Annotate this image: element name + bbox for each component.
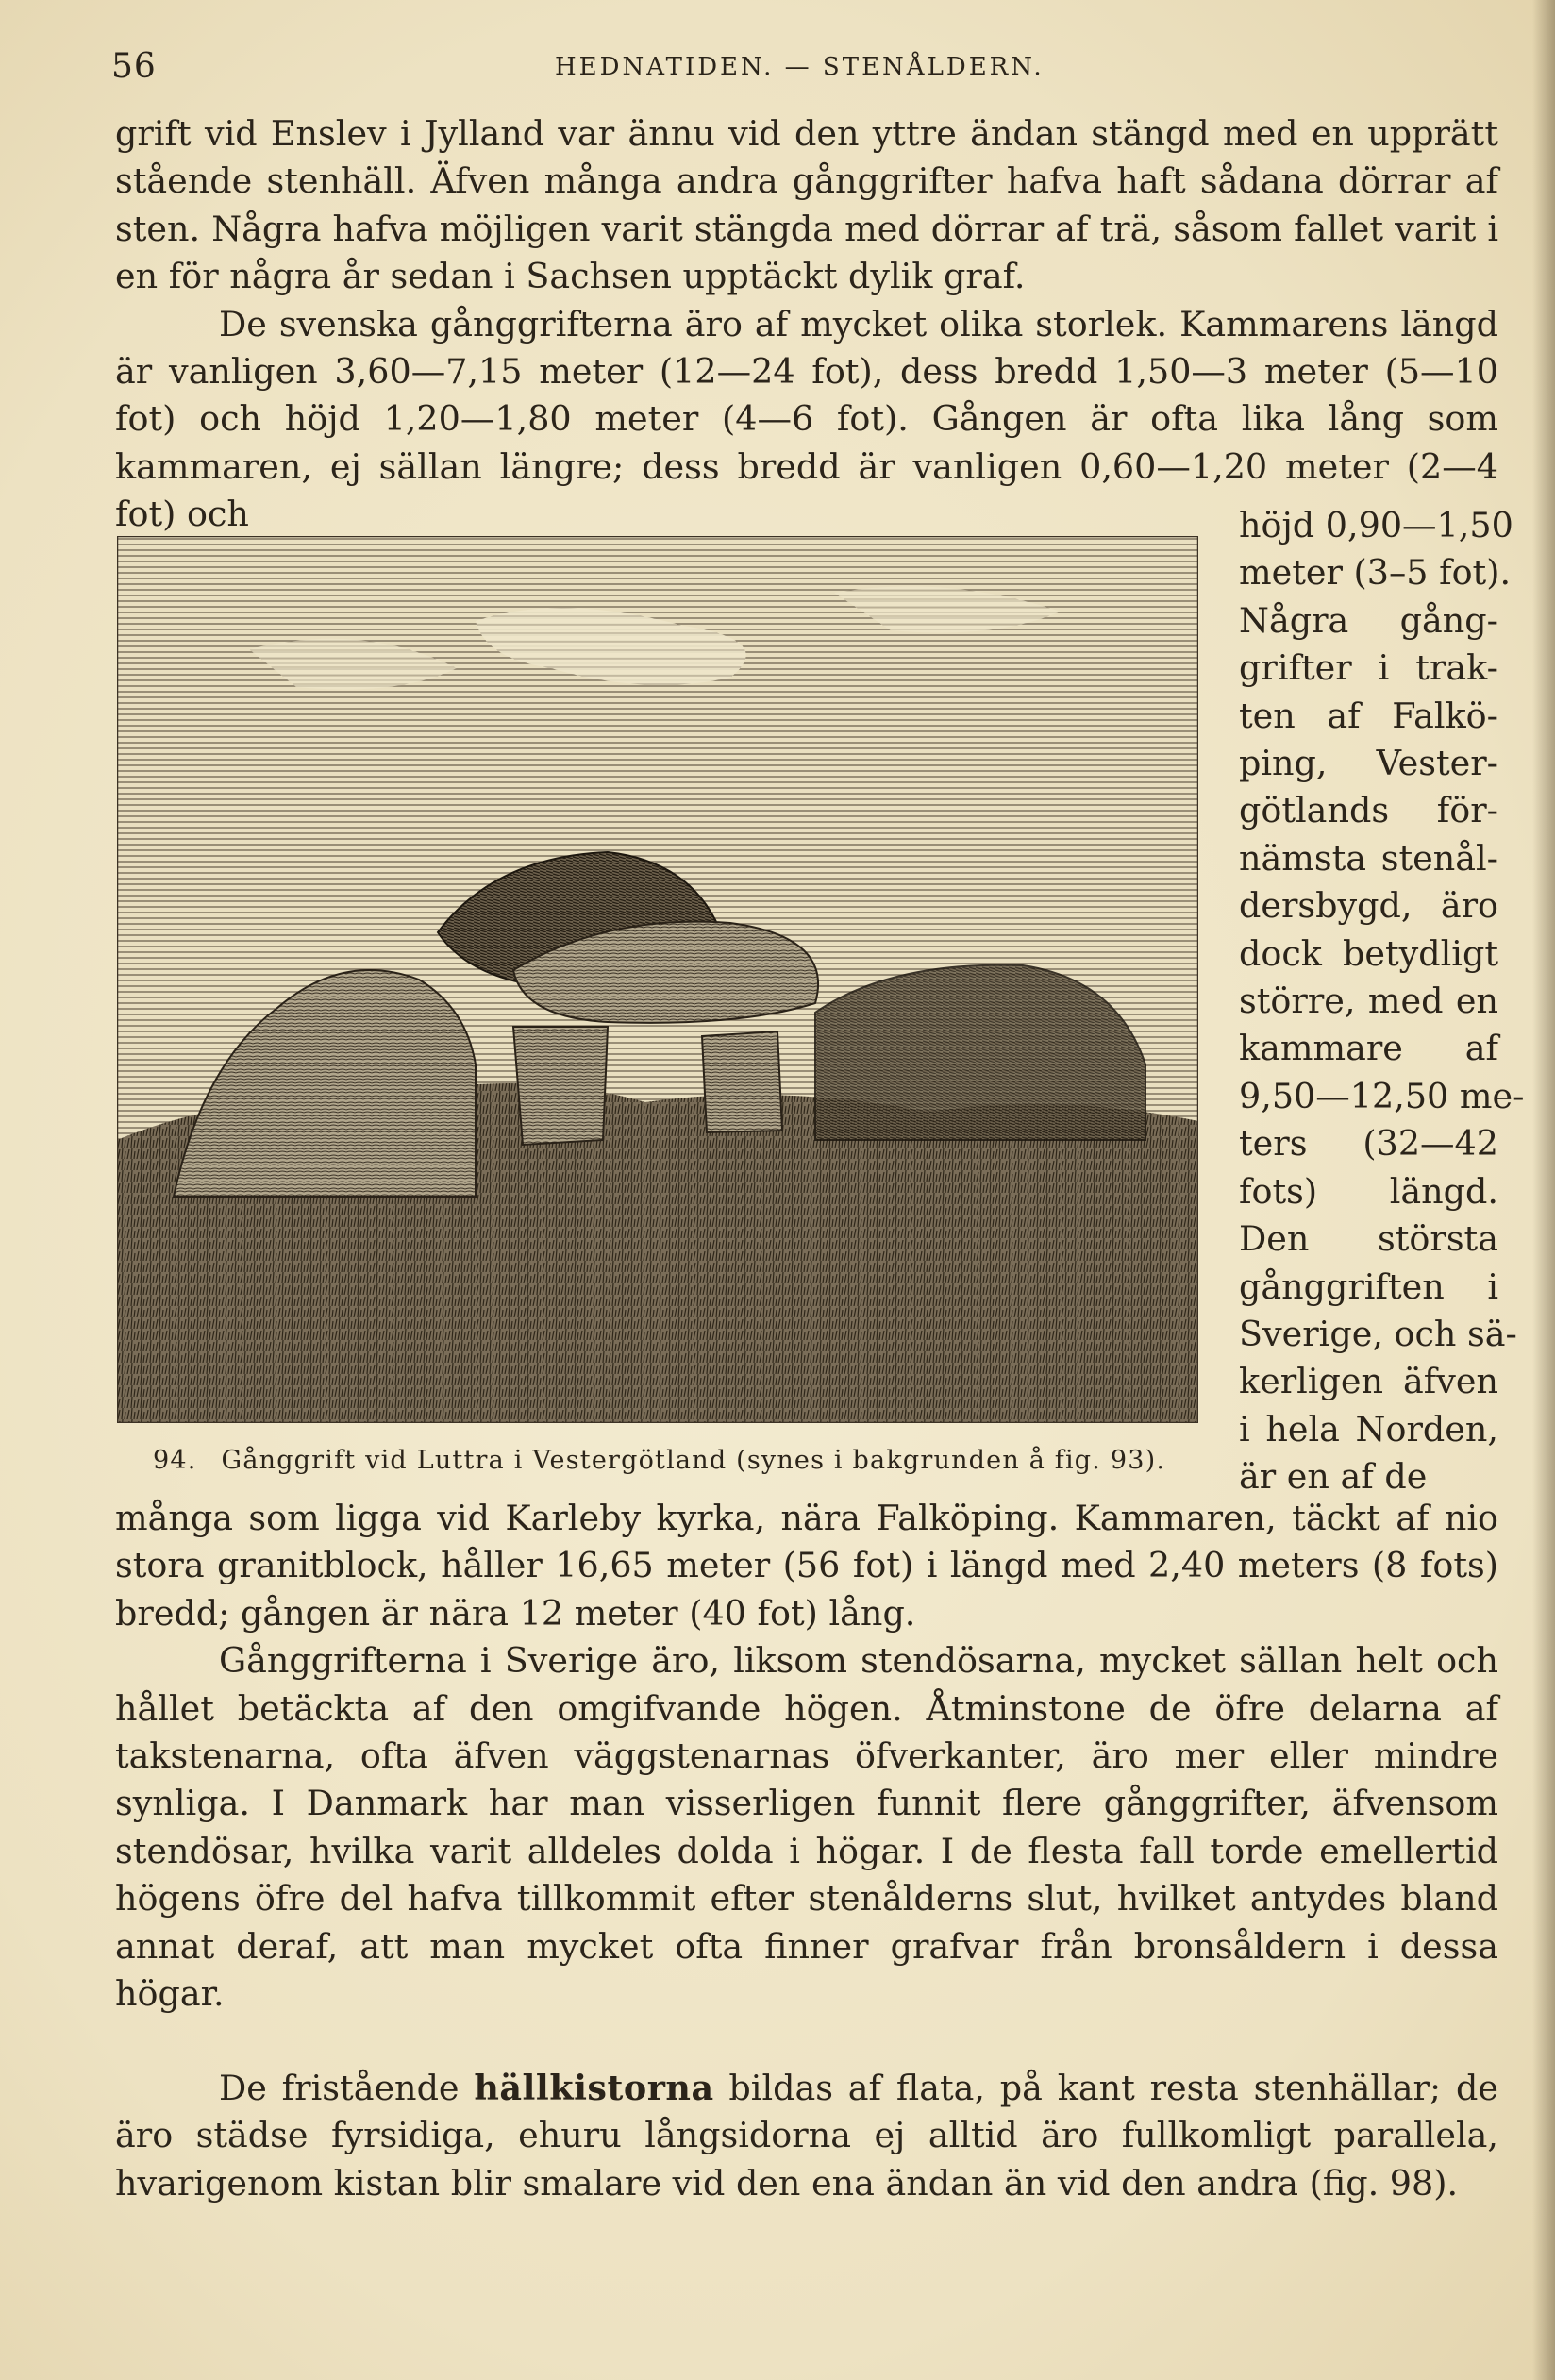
side-line: ten af Falkö- [1239, 695, 1498, 736]
last-text-block [115, 2065, 1498, 2207]
side-line: nämsta stenål- [1239, 837, 1498, 879]
paragraph-rest: bildas af flata, på kant resta stenhällar; de äro städse fyrsidiga, ehuru långsidorna ej alltid äro fullkomligt parallela, hvarigenom kistan blir smalare vid den ena ändan än vid den andra (fig. 98). [115, 2068, 1498, 2204]
paragraph-lead: De fristående [219, 2068, 460, 2108]
side-line: ters (32—42 [1239, 1123, 1498, 1165]
side-line: 9,50—12,50 me- [1239, 1075, 1525, 1116]
side-line: höjd 0,90—1,50 [1239, 505, 1513, 545]
side-line: dersbygd, äro [1239, 885, 1498, 927]
side-line: gånggriften i [1239, 1265, 1498, 1307]
emphasized-term: hällkistorna [474, 2068, 714, 2108]
side-line: kammare af [1239, 1028, 1498, 1069]
page-number: 56 [111, 47, 157, 86]
side-line: götlands för- [1239, 790, 1498, 831]
side-line: är en af de [1239, 1456, 1428, 1498]
side-line: Några gång- [1239, 599, 1498, 641]
paragraph: De svenska gånggrifterna äro af mycket olika storlek. Kammarens längd är vanligen 3,60—7,15 meter (12—24 fot), dess bredd 1,50—3 meter (5—10 fot) och höjd 1,20—1,80 meter (4—6 fot). Gången är ofta lika lång som kammaren, ej sällan längre; dess bredd är vanligen 0,60—1,20 meter (2—4 fot) och [115, 303, 1498, 535]
side-line: meter (3–5 fot). [1239, 552, 1512, 594]
side-line: Den största [1239, 1218, 1498, 1260]
side-line: kerligen äfven [1239, 1361, 1498, 1402]
side-line: i hela Norden, [1239, 1408, 1498, 1450]
side-line: större, med en [1239, 980, 1498, 1022]
side-text-column [1239, 502, 1525, 1501]
figure-caption-text: Gånggrift vid Luttra i Vestergötland (synes i bakgrunden å fig. 93). [221, 1446, 1166, 1475]
page-edge-shadow [1532, 0, 1555, 2380]
side-line: fots) längd. [1239, 1170, 1498, 1212]
paragraph [115, 2065, 1498, 2207]
side-line: grifter i trak- [1239, 647, 1498, 689]
paragraph: många som ligga vid Karleby kyrka, nära Falköping. Kammaren, täckt af nio stora granitblock, håller 16,65 meter (56 fot) i längd med 2,40 meters (8 fots) bredd; gången är nära 12 meter (40 fot) lång. [115, 1498, 1498, 1634]
page-header [111, 47, 1508, 91]
side-line: Sverige, och sä- [1239, 1313, 1517, 1354]
figure-number: 94. [153, 1446, 197, 1475]
paragraph: grift vid Enslev i Jylland var ännu vid den yttre ändan stängd med en upprätt stående stenhäll. Äfven många andra gånggrifter hafva haft sådana dörrar af sten. Några hafva möjligen varit stängda med dörrar af trä, såsom fallet varit i en för några år sedan i Sachsen upptäckt dylik graf. [115, 113, 1498, 297]
running-head: HEDNATIDEN. — STENÅLDERN. [555, 53, 1045, 81]
figure-caption [153, 1446, 1200, 1475]
paragraph: Gånggrifterna i Sverige äro, liksom stendösarna, mycket sällan helt och hållet betäckta af den omgifvande högen. Åtminstone de öfre delarna af takstenarna, ofta äfven väggstenarnas öfverkanter, äro mer eller mindre synliga. I Danmark har man visserligen funnit flere gånggrifter, äfvensom stendösar, hvilka varit alldeles dolda i högar. I de flesta fall torde emellertid högens öfre del hafva tillkommit efter stenålderns slut, hvilket antydes bland annat deraf, att man mycket ofta finner grafvar från bronsåldern i dessa högar. [115, 1640, 1498, 2015]
side-line: dock betydligt [1239, 932, 1498, 974]
engraving-passage-grave [117, 536, 1198, 1423]
bottom-text-block [115, 1495, 1498, 2018]
side-line: ping, Vester- [1239, 743, 1498, 784]
top-text-block [115, 110, 1498, 539]
